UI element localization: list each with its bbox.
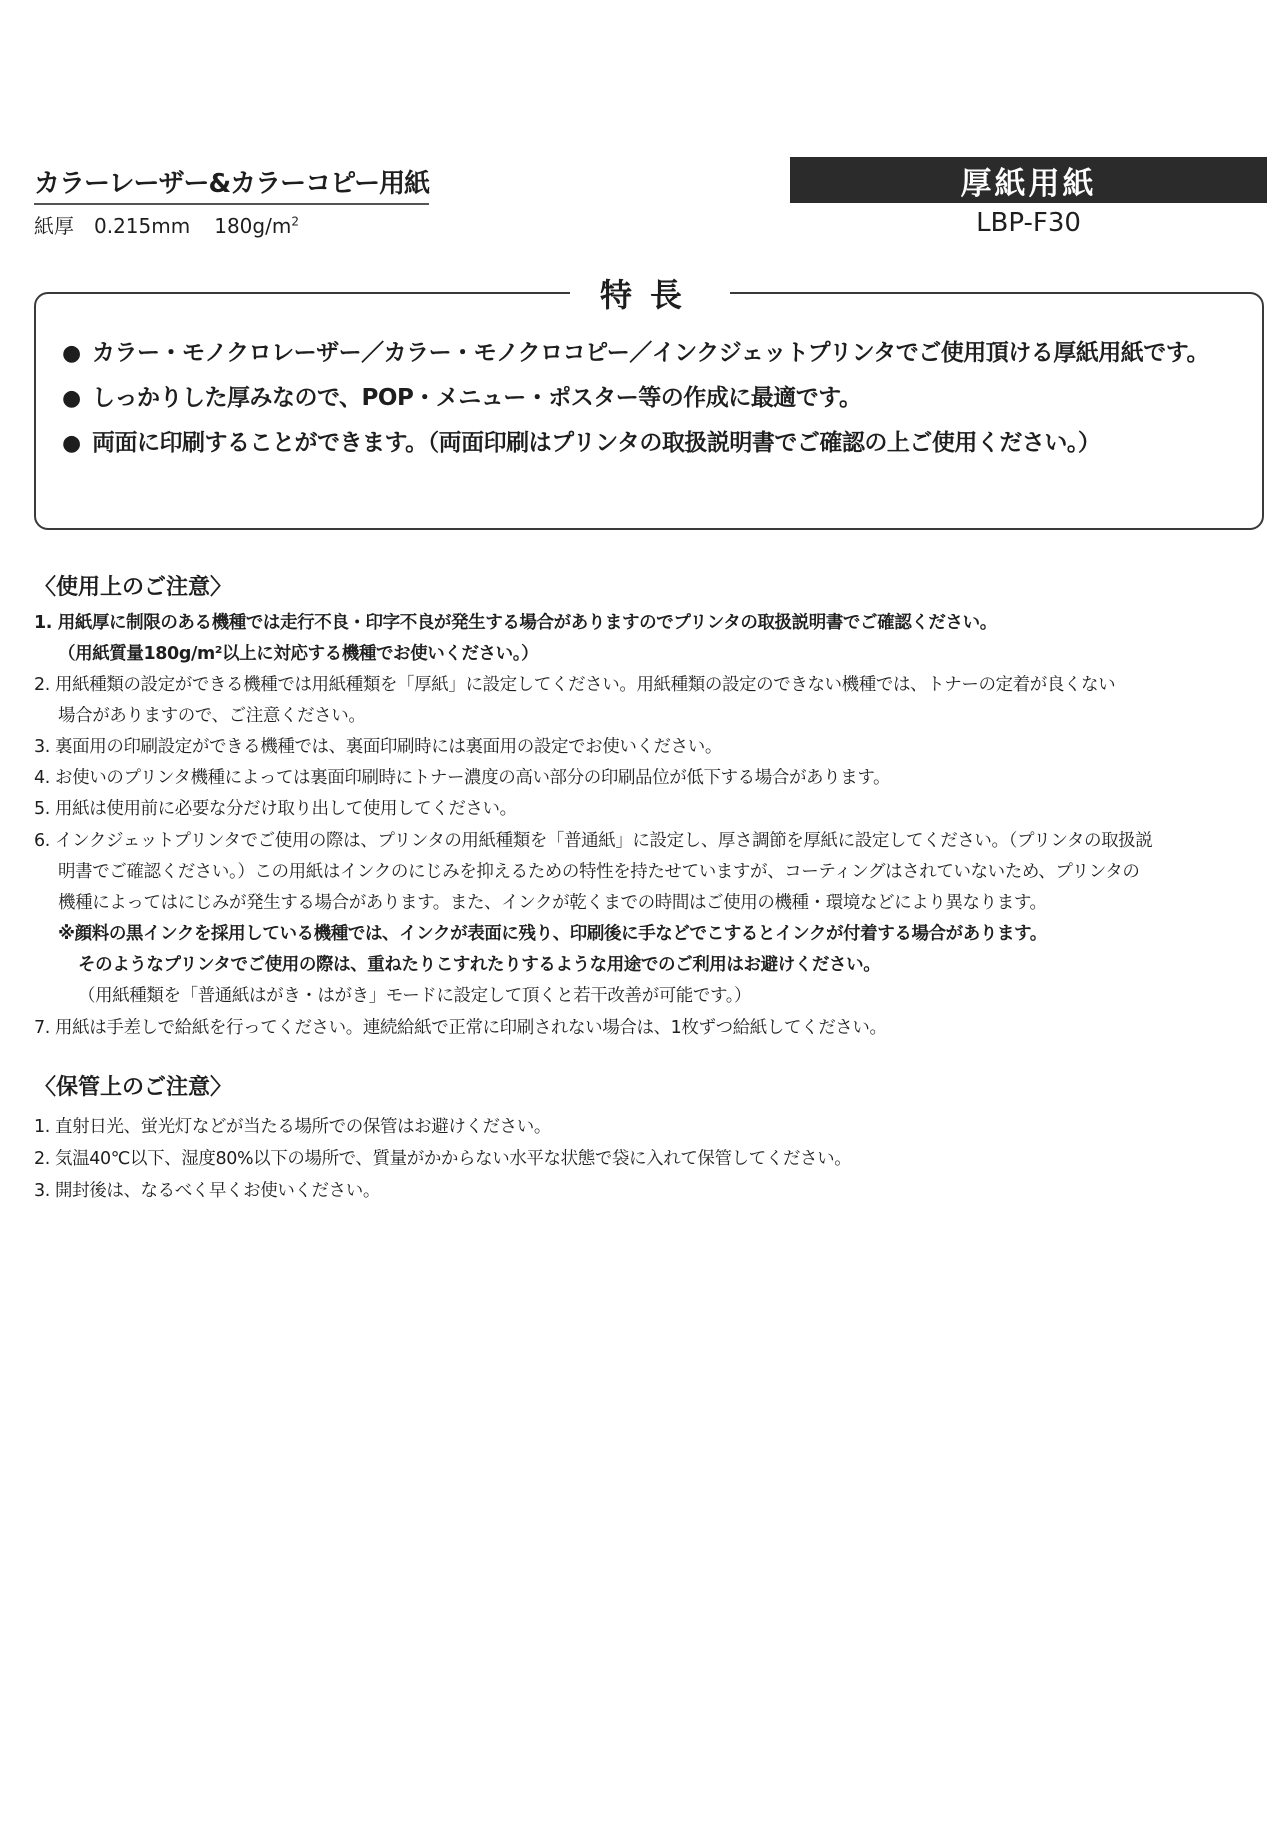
usage-note-line: 2. 用紙種類の設定ができる機種では用紙種類を「厚紙」に設定してください。用紙種類の設定のできない機種では、トナーの定着が良くない xyxy=(34,675,1116,695)
usage-note-line: （用紙種類を「普通紙はがき・はがき」モードに設定して頂くと若干改善が可能です。） xyxy=(78,986,752,1006)
usage-notes-title: 〈使用上のご注意〉 xyxy=(34,575,233,600)
storage-note-line: 1. 直射日光、蛍光灯などが当たる場所での保管はお避けください。 xyxy=(34,1117,551,1137)
spec-weight: 180g/m xyxy=(214,214,292,238)
storage-note-line: 3. 開封後は、なるべく早くお使いください。 xyxy=(34,1181,380,1201)
feature-item xyxy=(62,334,1209,367)
model-number: LBP-F30 xyxy=(976,208,1081,238)
feature-text: カラー・モノクロレーザー／カラー・モノクロコピー／インクジェットプリンタでご使用頂ける厚紙用紙です。 xyxy=(92,340,1209,366)
feature-text: 両面に印刷することができます。（両面印刷はプリンタの取扱説明書でご確認の上ご使用ください。） xyxy=(92,430,1101,456)
paper-spec xyxy=(34,210,299,239)
feature-item xyxy=(62,379,861,412)
usage-note-line: 6. インクジェットプリンタでご使用の際は、プリンタの用紙種類を「普通紙」に設定し、厚さ調節を厚紙に設定してください。（プリンタの取扱説 xyxy=(34,831,1153,851)
storage-notes-title: 〈保管上のご注意〉 xyxy=(34,1075,233,1100)
usage-note-line: 場合がありますので、ご注意ください。 xyxy=(58,706,366,726)
spec-thickness: 紙厚 0.215mm xyxy=(34,214,191,238)
bullet-icon: ● xyxy=(62,386,81,411)
usage-note-line: 4. お使いのプリンタ機種によっては裏面印刷時にトナー濃度の高い部分の印刷品位が低下する場合があります。 xyxy=(34,768,891,788)
usage-note-line: 5. 用紙は使用前に必要な分だけ取り出して使用してください。 xyxy=(34,799,517,819)
spec-weight-superscript: 2 xyxy=(291,214,299,229)
feature-text: しっかりした厚みなので、POP・メニュー・ポスター等の作成に最適です。 xyxy=(92,385,862,411)
feature-item xyxy=(62,424,1100,457)
usage-note-line: 3. 裏面用の印刷設定ができる機種では、裏面印刷時には裏面用の設定でお使いください。 xyxy=(34,737,722,757)
usage-note-line: 1. 用紙厚に制限のある機種では走行不良・印字不良が発生する場合がありますのでプリンタの取扱説明書でご確認ください。 xyxy=(34,613,997,633)
paper-type-banner: 厚紙用紙 xyxy=(790,157,1267,203)
usage-note-line: 明書でご確認ください。）この用紙はインクのにじみを抑えるための特性を持たせていますが、コーティングはされていないため、プリンタの xyxy=(58,862,1140,882)
usage-note-line: （用紙質量180g/m²以上に対応する機種でお使いください。） xyxy=(58,644,539,664)
usage-note-line: 7. 用紙は手差しで給紙を行ってください。連続給紙で正常に印刷されない場合は、1枚ずつ給紙してください。 xyxy=(34,1018,887,1038)
usage-note-line: ※顔料の黒インクを採用している機種では、インクが表面に残り、印刷後に手などでこするとインクが付着する場合があります。 xyxy=(58,924,1047,944)
bullet-icon: ● xyxy=(62,431,81,456)
usage-note-line: そのようなプリンタでご使用の際は、重ねたりこすれたりするような用途でのご利用はお避けください。 xyxy=(78,955,881,975)
storage-note-line: 2. 気温40℃以下、湿度80%以下の場所で、質量がかからない水平な状態で袋に入れて保管してください。 xyxy=(34,1149,852,1169)
features-title: 特長 xyxy=(570,270,730,316)
product-line-title: カラーレーザー&カラーコピー用紙 xyxy=(34,163,429,205)
bullet-icon: ● xyxy=(62,341,81,366)
usage-note-line: 機種によってはにじみが発生する場合があります。また、インクが乾くまでの時間はご使用の機種・環境などにより異なります。 xyxy=(58,893,1047,913)
